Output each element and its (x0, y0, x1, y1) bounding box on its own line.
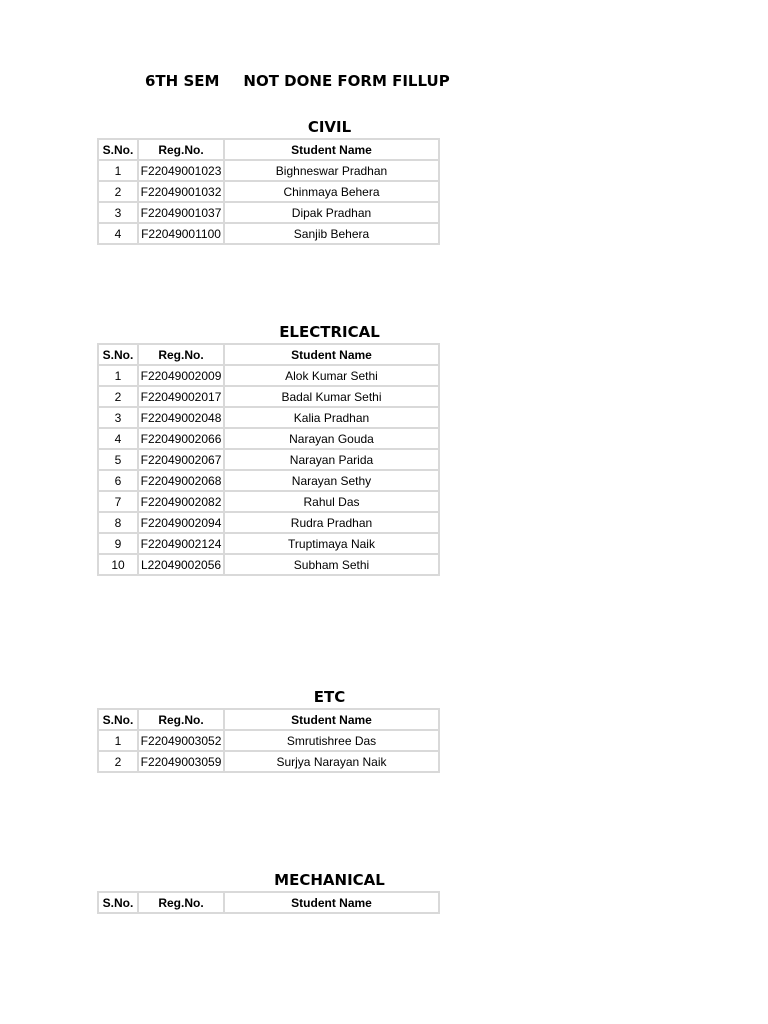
section-mechanical (97, 869, 438, 914)
sno-cell: 2 (98, 386, 138, 407)
sno-header: S.No. (98, 344, 138, 365)
table-row (98, 730, 439, 751)
regno-cell: F22049002094 (138, 512, 224, 533)
regno-cell: F22049003052 (138, 730, 224, 751)
table-row (98, 751, 439, 772)
sno-cell: 2 (98, 181, 138, 202)
table-row (98, 181, 439, 202)
student-name-cell: Narayan Parida (224, 449, 439, 470)
table-row (98, 533, 439, 554)
table-row (98, 428, 439, 449)
sno-cell: 8 (98, 512, 138, 533)
regno-cell: F22049002067 (138, 449, 224, 470)
section-heading: MECHANICAL (274, 871, 385, 889)
sno-cell: 1 (98, 160, 138, 181)
table-header-row (98, 344, 439, 365)
section-heading: CIVIL (307, 118, 352, 136)
regno-cell: F22049001032 (138, 181, 224, 202)
title-semester: 6TH SEM (145, 72, 220, 90)
sno-cell: 1 (98, 365, 138, 386)
sno-cell: 10 (98, 554, 138, 575)
table-row (98, 554, 439, 575)
section-civil (97, 116, 438, 245)
student-name-cell: Narayan Sethy (224, 470, 439, 491)
regno-header: Reg.No. (138, 709, 224, 730)
table-row (98, 491, 439, 512)
sno-cell: 3 (98, 407, 138, 428)
sno-cell: 9 (98, 533, 138, 554)
sno-cell: 5 (98, 449, 138, 470)
student-name-header: Student Name (224, 139, 439, 160)
regno-header: Reg.No. (138, 139, 224, 160)
student-table-etc (97, 708, 440, 773)
table-header-row (98, 709, 439, 730)
regno-cell: F22049002017 (138, 386, 224, 407)
student-name-cell: Rudra Pradhan (224, 512, 439, 533)
table-row (98, 470, 439, 491)
table-row (98, 223, 439, 244)
student-table-electrical (97, 343, 440, 576)
student-name-cell: Truptimaya Naik (224, 533, 439, 554)
sno-cell: 2 (98, 751, 138, 772)
student-name-cell: Subham Sethi (224, 554, 439, 575)
sno-cell: 3 (98, 202, 138, 223)
regno-header: Reg.No. (138, 892, 224, 913)
table-row (98, 407, 439, 428)
regno-header: Reg.No. (138, 344, 224, 365)
table-row (98, 449, 439, 470)
student-name-cell: Rahul Das (224, 491, 439, 512)
student-name-cell: Kalia Pradhan (224, 407, 439, 428)
sno-cell: 4 (98, 428, 138, 449)
table-row (98, 365, 439, 386)
student-name-cell: Surjya Narayan Naik (224, 751, 439, 772)
table-row (98, 386, 439, 407)
student-name-header: Student Name (224, 709, 439, 730)
sno-header: S.No. (98, 709, 138, 730)
regno-cell: F22049002066 (138, 428, 224, 449)
table-row (98, 160, 439, 181)
table-header-row (98, 892, 439, 913)
regno-cell: F22049002124 (138, 533, 224, 554)
table-row (98, 202, 439, 223)
student-table-civil (97, 138, 440, 245)
sno-cell: 4 (98, 223, 138, 244)
section-etc (97, 686, 438, 773)
section-electrical (97, 321, 438, 576)
regno-cell: F22049002048 (138, 407, 224, 428)
student-table-mechanical (97, 891, 440, 914)
sno-header: S.No. (98, 139, 138, 160)
sno-cell: 7 (98, 491, 138, 512)
regno-cell: F22049001037 (138, 202, 224, 223)
regno-cell: F22049002068 (138, 470, 224, 491)
student-name-cell: Badal Kumar Sethi (224, 386, 439, 407)
student-name-cell: Smrutishree Das (224, 730, 439, 751)
student-name-cell: Dipak Pradhan (224, 202, 439, 223)
regno-cell: F22049003059 (138, 751, 224, 772)
regno-cell: F22049002009 (138, 365, 224, 386)
sno-cell: 1 (98, 730, 138, 751)
student-name-cell: Narayan Gouda (224, 428, 439, 449)
student-name-header: Student Name (224, 344, 439, 365)
sno-cell: 6 (98, 470, 138, 491)
table-header-row (98, 139, 439, 160)
page-title (145, 72, 450, 90)
regno-cell: F22049001023 (138, 160, 224, 181)
title-status: NOT DONE FORM FILLUP (243, 72, 450, 90)
regno-cell: F22049002082 (138, 491, 224, 512)
student-name-cell: Chinmaya Behera (224, 181, 439, 202)
section-heading: ETC (313, 688, 346, 706)
student-name-cell: Alok Kumar Sethi (224, 365, 439, 386)
regno-cell: L22049002056 (138, 554, 224, 575)
section-heading: ELECTRICAL (279, 323, 380, 341)
student-name-cell: Sanjib Behera (224, 223, 439, 244)
regno-cell: F22049001100 (138, 223, 224, 244)
student-name-cell: Bighneswar Pradhan (224, 160, 439, 181)
student-name-header: Student Name (224, 892, 439, 913)
table-row (98, 512, 439, 533)
sno-header: S.No. (98, 892, 138, 913)
